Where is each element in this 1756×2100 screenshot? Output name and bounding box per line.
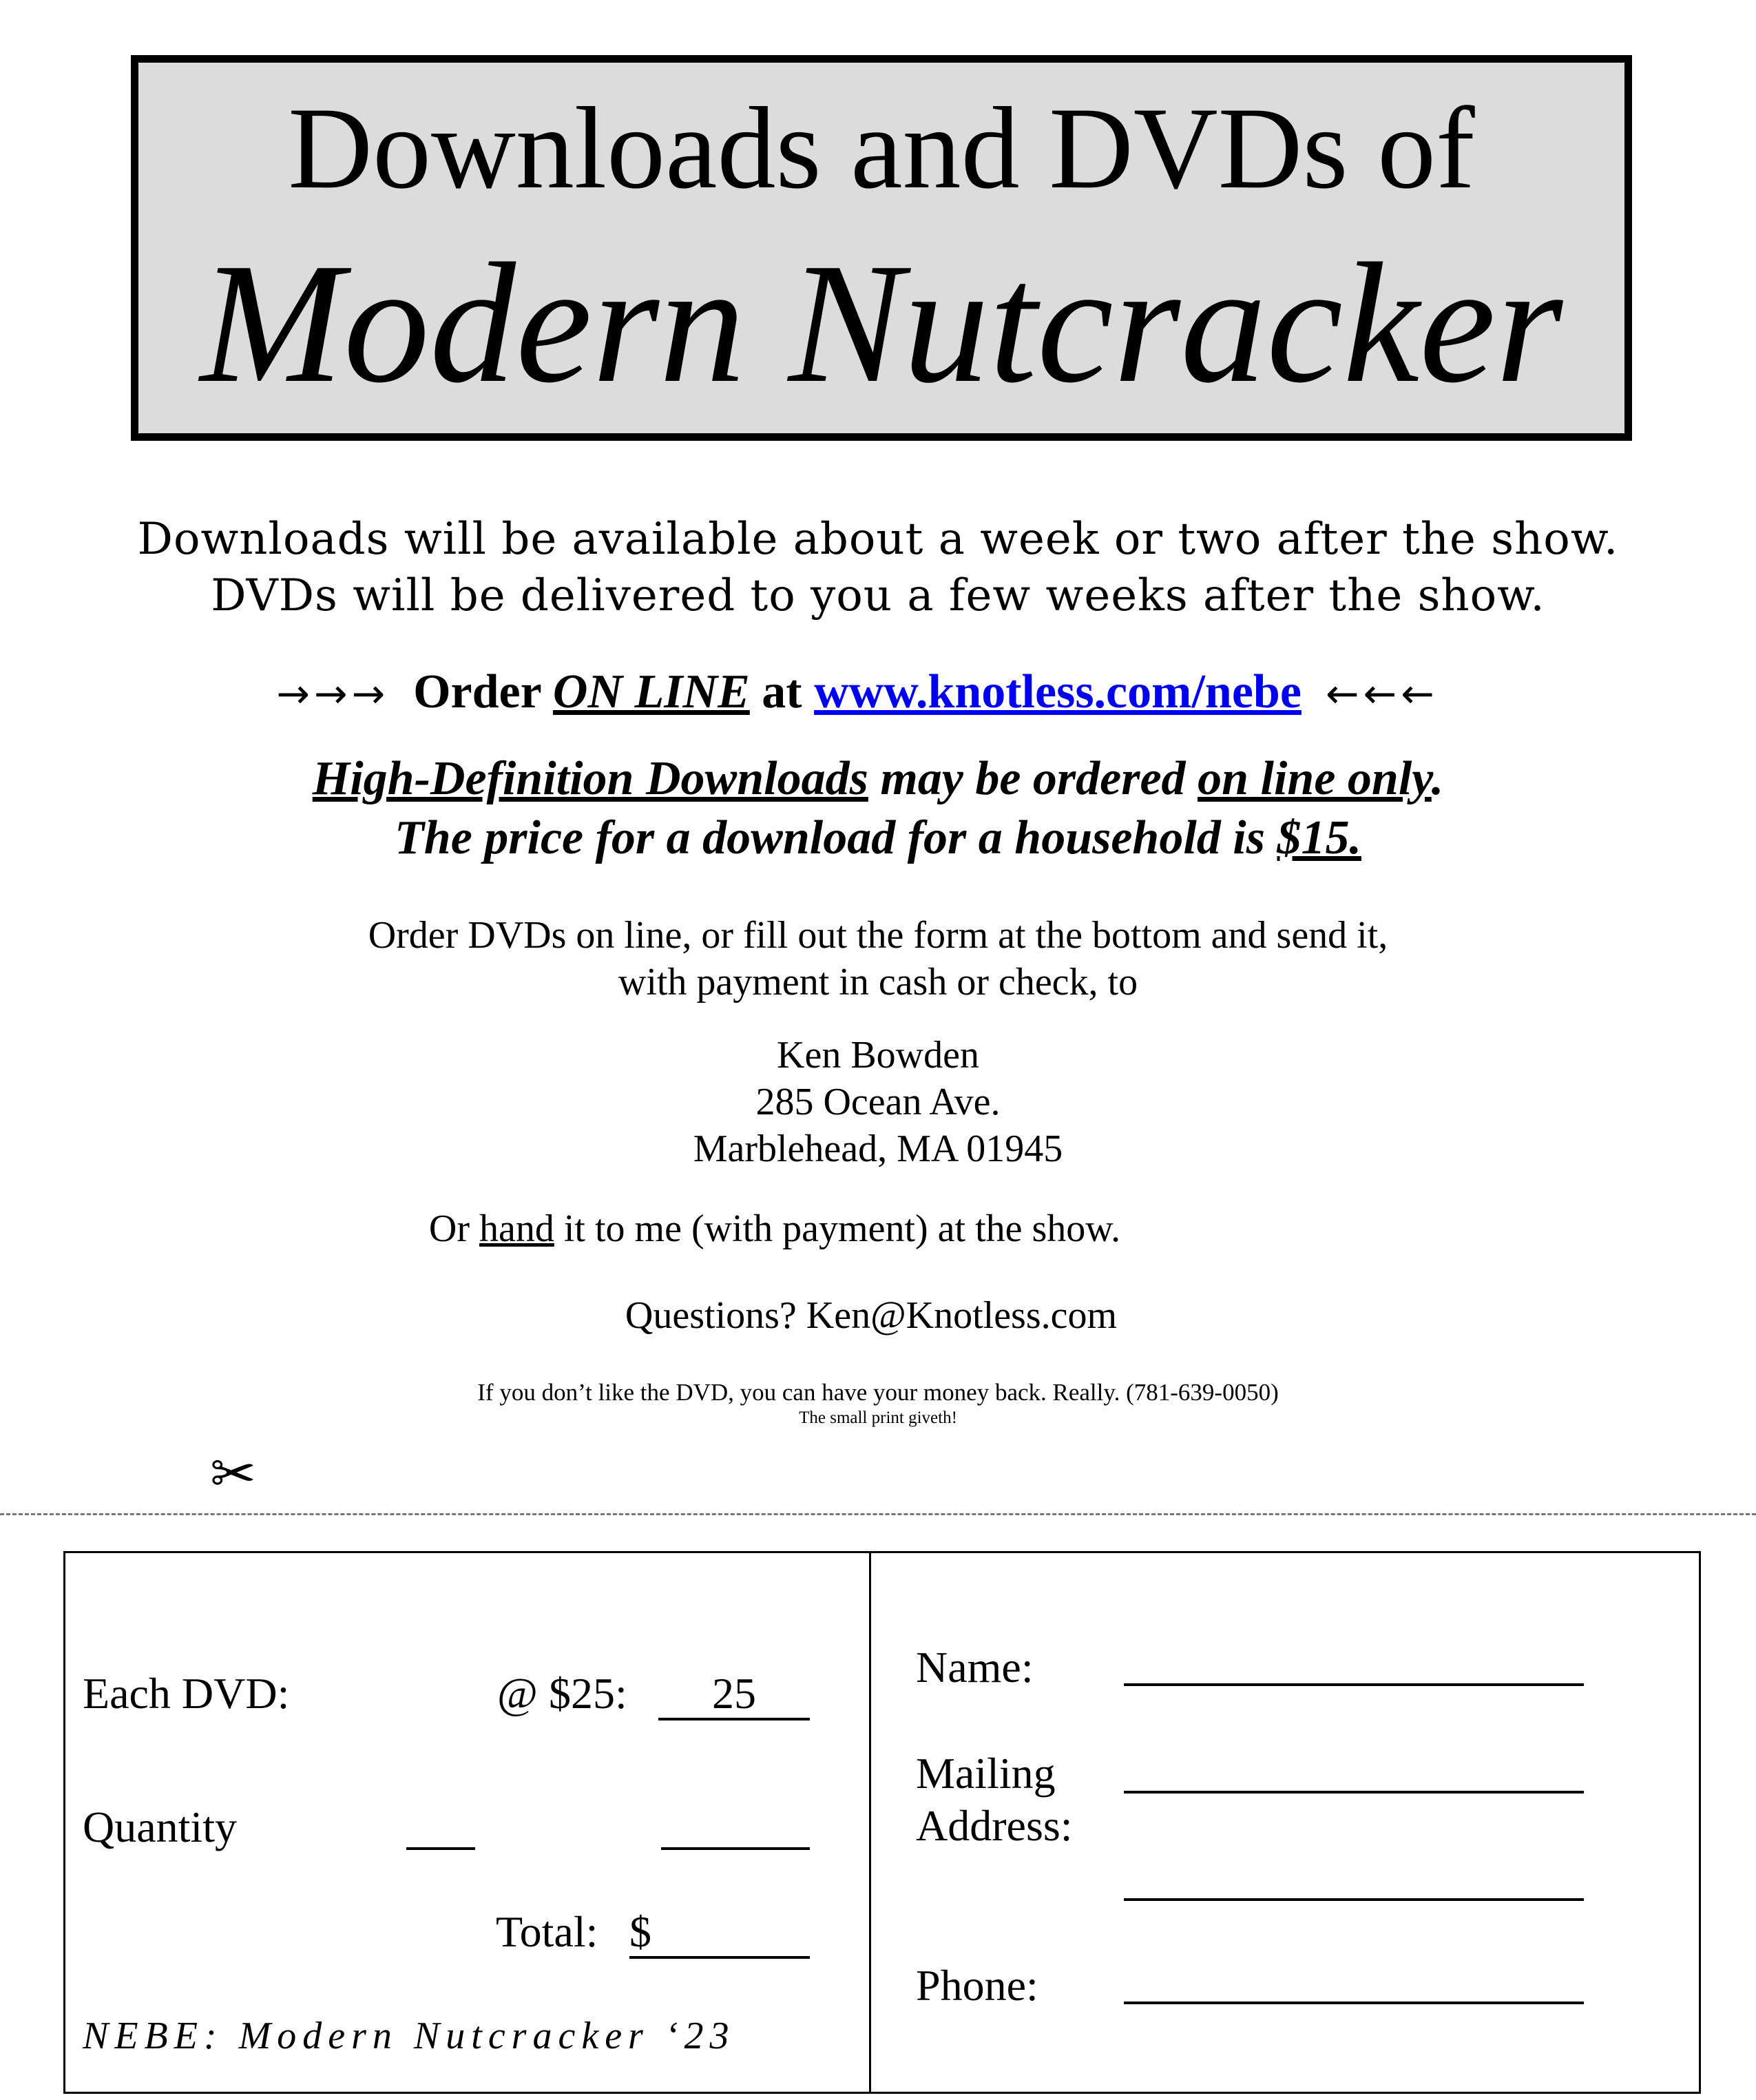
order-word: Order (413, 665, 541, 718)
title-line-1: Downloads and DVDs of (288, 83, 1475, 213)
address-label: Address: (916, 1801, 1073, 1850)
title-line-2: Modern Nutcracker (200, 228, 1563, 419)
small-print: The small print giveth! (799, 1408, 957, 1427)
arrows-left-icon: ←←← (1325, 670, 1439, 717)
or-text: Or (428, 1207, 480, 1250)
phone-field[interactable] (1124, 2002, 1584, 2004)
order-online-line (0, 661, 1735, 725)
phone-label: Phone: (916, 1961, 1038, 2010)
may-be-ordered-text: may be ordered (868, 752, 1198, 805)
price-text: The price for a download for a household is (395, 811, 1277, 864)
form-footer: NEBE: Modern Nutcracker ‘23 (83, 2015, 735, 2057)
dvds-availability: DVDs will be delivered to you a few weeks after the show. (211, 570, 1545, 621)
instructions-line-2: with payment in cash or check, to (618, 961, 1138, 1004)
each-dvd-label: Each DVD: (83, 1669, 290, 1718)
instructions-line-1: Order DVDs on line, or fill out the form at the bottom and send it, (368, 914, 1388, 957)
hd-downloads-label: High-Definition Downloads (312, 752, 868, 805)
address-field-1[interactable] (1124, 1791, 1584, 1794)
total-label: Total: (496, 1907, 598, 1956)
name-field[interactable] (1124, 1683, 1584, 1686)
dvd-price-label: @ $25: (497, 1669, 627, 1718)
quantity-label: Quantity (83, 1802, 237, 1851)
hand-word: hand (479, 1207, 554, 1250)
dvd-price-field[interactable]: 25 (658, 1670, 810, 1720)
period: . (1431, 752, 1444, 805)
hand-delivery-line (0, 1205, 1653, 1252)
arrows-right-icon: →→→ (276, 670, 390, 717)
guarantee-note: If you don’t like the DVD, you can have your money back. Really. (781-639-0050) (477, 1379, 1279, 1406)
questions-line: Questions? Ken@Knotless.com (625, 1294, 1118, 1337)
subtotal-field[interactable] (661, 1847, 810, 1850)
hd-download-line (0, 749, 1756, 809)
address-city: Marblehead, MA 01945 (693, 1127, 1063, 1170)
quantity-field[interactable] (406, 1847, 475, 1850)
dollar-sign: $ (629, 1907, 651, 1956)
cut-line (0, 1513, 1756, 1515)
scissors-icon: ✂ (210, 1442, 257, 1506)
hd-price-line (0, 809, 1756, 868)
hand-rest-text: it to me (with payment) at the show. (554, 1207, 1121, 1250)
on-line-only-label: on line only (1198, 752, 1432, 805)
downloads-availability: Downloads will be available about a week or two after the show. (137, 514, 1619, 565)
total-field[interactable] (629, 1908, 810, 1959)
on-line-emphasis: ON LINE (552, 665, 750, 718)
at-word: at (762, 665, 802, 718)
mailing-label: Mailing (916, 1749, 1056, 1798)
order-url-link[interactable]: www.knotless.com/nebe (814, 665, 1302, 718)
download-price: $15. (1277, 811, 1361, 864)
address-name: Ken Bowden (777, 1034, 979, 1077)
address-field-2[interactable] (1124, 1898, 1584, 1901)
address-street: 285 Ocean Ave. (755, 1081, 1001, 1123)
name-label: Name: (916, 1643, 1034, 1692)
